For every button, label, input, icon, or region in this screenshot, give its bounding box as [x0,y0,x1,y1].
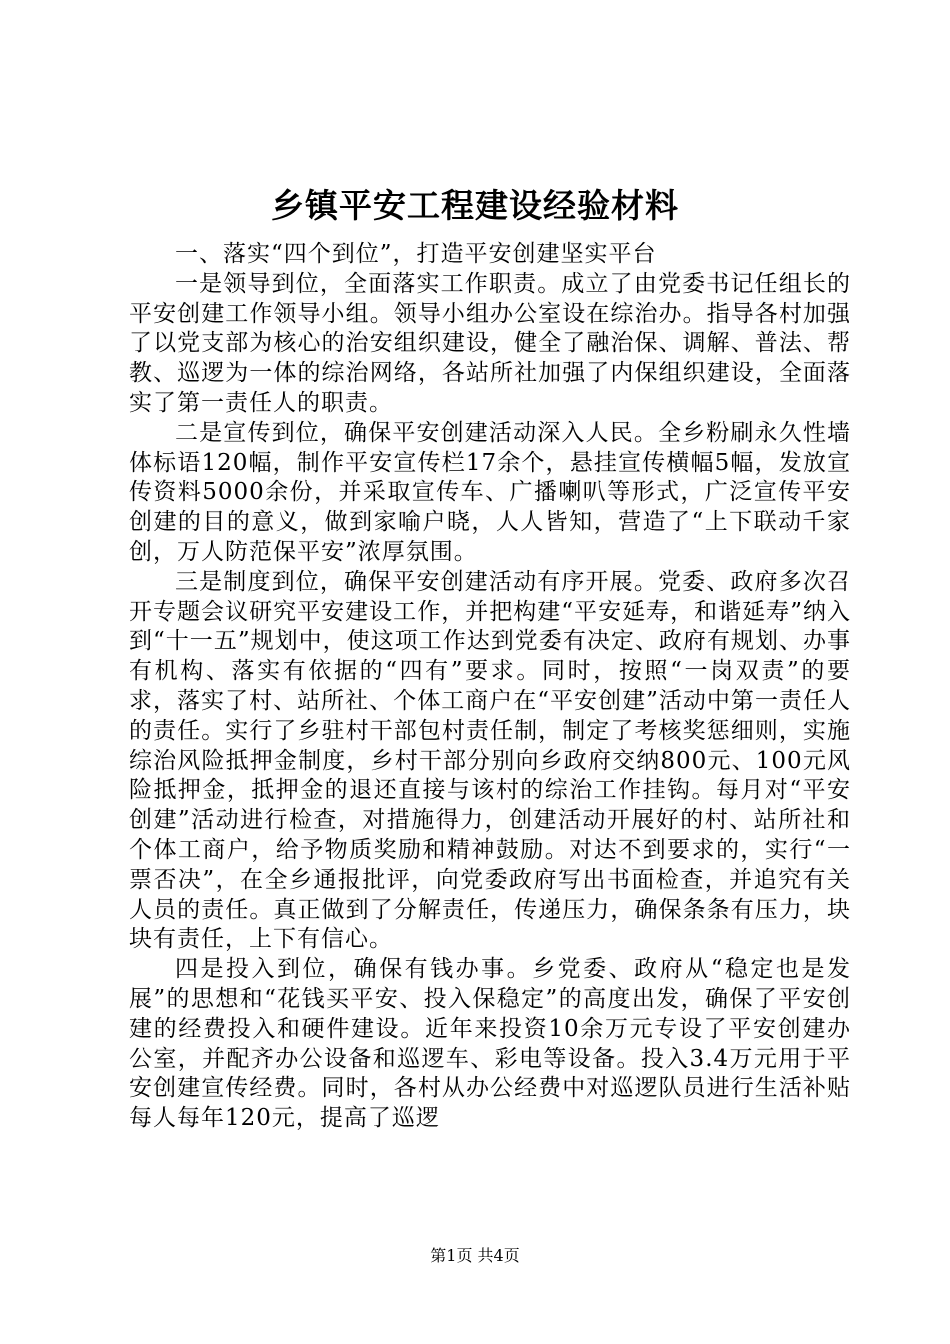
paragraph-investment: 四是投入到位，确保有钱办事。乡党委、政府从“稳定也是发展”的思想和“花钱买平安、投入保稳定”的高度出发，确保了平安创建的经费投入和硬件建设。近年来投资10余万元专设了平安创建办公室，并配齐办公设备和巡逻车、彩电等设备。投入3.4万元用于平安创建宣传经费。同时，各村从办公经费中对巡逻队员进行生活补贴每人每年120元，提高了巡逻 [129,956,851,1132]
paragraph-publicity: 二是宣传到位，确保平安创建活动深入人民。全乡粉刷永久性墙体标语120幅，制作平安宣传栏17余个，悬挂宣传横幅5幅，发放宣传资料5000余份，并采取宣传车、广播喇叭等形式，广泛宣传平安创建的目的意义，做到家喻户晓，人人皆知，营造了“上下联动千家创，万人防范保平安”浓厚氛围。 [129,419,851,565]
paragraph-section-heading: 一、落实“四个到位”，打造平安创建坚实平台 [175,241,657,267]
paragraph-leadership: 一是领导到位，全面落实工作职责。成立了由党委书记任组长的平安创建工作领导小组。领导小组办公室设在综治办。指导各村加强了以党支部为核心的治安组织建设，健全了融治保、调解、普法、帮教、巡逻为一体的综治网络，各站所社加强了内保组织建设，全面落实了第一责任人的职责。 [129,270,851,416]
paragraph-system: 三是制度到位，确保平安创建活动有序开展。党委、政府多次召开专题会议研究平安建设工作，并把构建“平安延寿，和谐延寿”纳入到“十一五”规划中，使这项工作达到党委有决定、政府有规划、办事有机构、落实有依据的“四有”要求。同时，按照“一岗双责”的要求，落实了村、站所社、个体工商户在“平安创建”活动中第一责任人的责任。实行了乡驻村干部包村责任制，制定了考核奖惩细则，实施综治风险抵押金制度，乡村干部分别向乡政府交纳800元、100元风险抵押金，抵押金的退还直接与该村的综治工作挂钩。每月对“平安创建”活动进行检查，对措施得力，创建活动开展好的村、站所社和个体工商户，给予物质奖励和精神鼓励。对达不到要求的，实行“一票否决”，在全乡通报批评，向党委政府写出书面检查，并追究有关人员的责任。真正做到了分解责任，传递压力，确保条条有压力，块块有责任，上下有信心。 [129,568,851,953]
document-title: 乡镇平安工程建设经验材料 [271,186,679,225]
document-body [129,240,851,1134]
page-number-footer: 第1页 共4页 [430,1246,520,1265]
